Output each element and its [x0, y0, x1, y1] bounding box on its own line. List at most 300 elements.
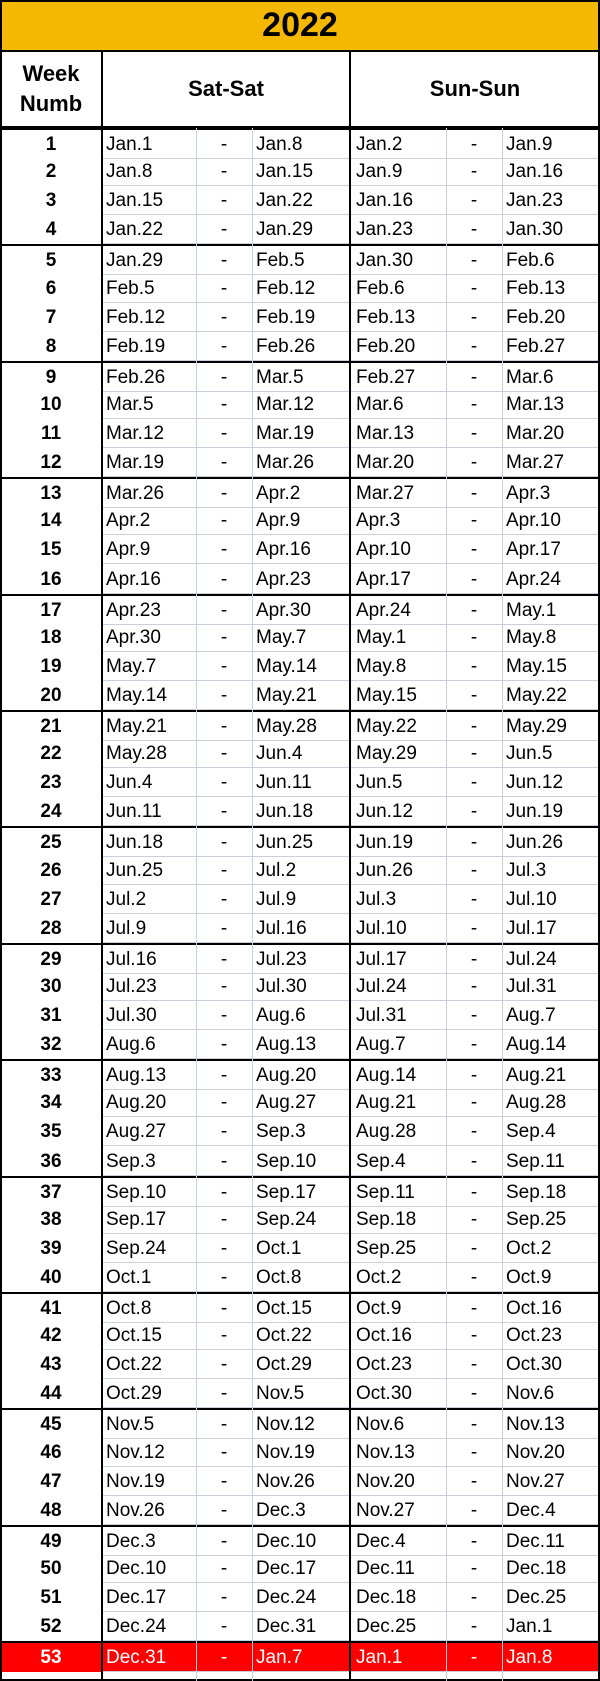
sun-end-cell: May.22: [506, 685, 567, 706]
sun-start-cell: Apr.17: [356, 569, 411, 590]
sun-dash-cell: -: [470, 423, 478, 444]
table-row: [0, 943, 600, 974]
sat-dash-cell: -: [220, 1065, 228, 1086]
sun-end-cell: Jul.10: [506, 889, 557, 910]
table-row: [0, 1292, 600, 1323]
sun-end-cell: Aug.14: [506, 1034, 567, 1055]
sun-dash-cell: -: [470, 832, 478, 853]
sat-dash-cell: -: [220, 1383, 228, 1404]
week-number-cell: 32: [40, 1034, 62, 1055]
sun-start-cell: Jul.24: [356, 976, 407, 997]
sat-end-cell: Dec.31: [256, 1616, 317, 1637]
row-gridline: [102, 1671, 600, 1672]
sat-end-cell: Nov.5: [256, 1383, 305, 1404]
sat-dash-cell: -: [220, 190, 228, 211]
sun-dash-cell: -: [470, 627, 478, 648]
column-gridline: [502, 128, 503, 1681]
sun-end-cell: Jun.26: [506, 832, 564, 853]
table-row: [0, 332, 600, 361]
sat-start-cell: Feb.12: [106, 307, 166, 328]
sat-end-cell: Oct.29: [256, 1354, 312, 1375]
sat-end-cell: Jun.4: [256, 743, 303, 764]
week-number-cell: 37: [40, 1182, 62, 1203]
sun-start-cell: Nov.20: [356, 1471, 415, 1492]
sat-dash-cell: -: [220, 976, 228, 997]
sat-end-cell: Feb.5: [256, 250, 305, 271]
week-number-cell: 9: [45, 367, 57, 388]
week-number-cell: 53: [40, 1647, 62, 1668]
sun-dash-cell: -: [470, 219, 478, 240]
divider-sat-sun: [349, 52, 351, 1681]
sun-start-cell: Jul.10: [356, 918, 407, 939]
table-row: [0, 739, 600, 768]
sun-end-cell: Nov.13: [506, 1414, 565, 1435]
sun-start-cell: Oct.30: [356, 1383, 412, 1404]
sat-end-cell: Jul.9: [256, 889, 297, 910]
sun-start-cell: Jul.3: [356, 889, 397, 910]
sun-start-cell: Jun.5: [356, 772, 403, 793]
sun-dash-cell: -: [470, 1209, 478, 1230]
sun-dash-cell: -: [470, 918, 478, 939]
sun-dash-cell: -: [470, 250, 478, 271]
sat-end-cell: Sep.24: [256, 1209, 317, 1230]
sat-start-cell: May.28: [106, 743, 167, 764]
week-number-header: [0, 52, 102, 126]
sun-end-cell: Oct.23: [506, 1325, 562, 1346]
week-number-cell: 38: [40, 1209, 62, 1230]
sun-end-cell: Jul.31: [506, 976, 557, 997]
sun-dash-cell: -: [470, 1151, 478, 1172]
sun-end-cell: Sep.25: [506, 1209, 567, 1230]
table-row: [0, 1176, 600, 1207]
table-row: [0, 1205, 600, 1234]
sun-end-cell: Sep.18: [506, 1182, 567, 1203]
sat-start-cell: May.21: [106, 716, 167, 737]
table-row: [0, 1583, 600, 1612]
sat-dash-cell: -: [220, 1587, 228, 1608]
sun-dash-cell: -: [470, 1182, 478, 1203]
sat-start-cell: Apr.23: [106, 600, 161, 621]
sun-end-cell: Jan.1: [506, 1616, 553, 1637]
sat-end-cell: Jun.18: [256, 801, 314, 822]
sat-dash-cell: -: [220, 1121, 228, 1142]
week-number-cell: 24: [40, 801, 62, 822]
sun-dash-cell: -: [470, 336, 478, 357]
week-number-cell: 31: [40, 1005, 62, 1026]
sun-dash-cell: -: [470, 394, 478, 415]
sun-end-cell: Aug.21: [506, 1065, 567, 1086]
sat-end-cell: Aug.13: [256, 1034, 317, 1055]
sat-start-cell: Jul.9: [106, 918, 147, 939]
table-row: [0, 972, 600, 1001]
sun-dash-cell: -: [470, 1500, 478, 1521]
sat-start-cell: Feb.26: [106, 367, 166, 388]
table-row: [0, 1321, 600, 1350]
week-number-cell: 6: [45, 278, 57, 299]
sat-start-cell: Sep.3: [106, 1151, 156, 1172]
sat-dash-cell: -: [220, 716, 228, 737]
table-row: [0, 1263, 600, 1292]
week-number-cell: 11: [40, 423, 62, 444]
sun-dash-cell: -: [470, 307, 478, 328]
sat-dash-cell: -: [220, 1182, 228, 1203]
sun-start-cell: Oct.16: [356, 1325, 412, 1346]
sat-start-cell: Sep.17: [106, 1209, 167, 1230]
sat-dash-cell: -: [220, 1442, 228, 1463]
column-gridline: [446, 128, 447, 1681]
table-row: [0, 128, 600, 159]
sun-end-cell: Mar.27: [506, 452, 565, 473]
sat-dash-cell: -: [220, 367, 228, 388]
week-number-cell: 23: [40, 772, 62, 793]
sun-end-cell: Mar.6: [506, 367, 554, 388]
sat-end-cell: Mar.26: [256, 452, 315, 473]
table-row: [0, 1554, 600, 1583]
sat-start-cell: Sep.10: [106, 1182, 167, 1203]
sat-dash-cell: -: [220, 656, 228, 677]
week-number-cell: 44: [40, 1383, 62, 1404]
sat-start-cell: Nov.19: [106, 1471, 165, 1492]
sun-dash-cell: -: [470, 1121, 478, 1142]
week-number-cell: 45: [40, 1414, 62, 1435]
table-row: [0, 535, 600, 564]
sat-start-cell: Dec.24: [106, 1616, 167, 1637]
sat-dash-cell: -: [220, 1034, 228, 1055]
sat-start-cell: Apr.2: [106, 510, 151, 531]
sat-start-cell: Oct.22: [106, 1354, 162, 1375]
table-row: [0, 477, 600, 508]
sun-dash-cell: -: [470, 134, 478, 155]
sat-dash-cell: -: [220, 1558, 228, 1579]
sat-end-cell: Dec.24: [256, 1587, 317, 1608]
sat-dash-cell: -: [220, 134, 228, 155]
table-row: [0, 419, 600, 448]
sat-end-cell: Nov.19: [256, 1442, 315, 1463]
week-number-cell: 48: [40, 1500, 62, 1521]
sat-end-cell: Feb.12: [256, 278, 316, 299]
sat-end-cell: Oct.15: [256, 1298, 312, 1319]
table-row: [0, 215, 600, 244]
sun-start-cell: Jul.17: [356, 949, 407, 970]
table-row: [0, 361, 600, 392]
sun-start-cell: Jan.2: [356, 134, 403, 155]
week-number-cell: 21: [40, 716, 62, 737]
sat-dash-cell: -: [220, 278, 228, 299]
week-header-line2: Numb: [19, 91, 83, 116]
sat-dash-cell: -: [220, 772, 228, 793]
sat-end-cell: Dec.3: [256, 1500, 306, 1521]
sat-start-cell: Dec.31: [106, 1647, 167, 1668]
column-gridline: [196, 128, 197, 1681]
sat-dash-cell: -: [220, 452, 228, 473]
sun-end-cell: May.1: [506, 600, 557, 621]
week-number-cell: 46: [40, 1442, 62, 1463]
week-number-cell: 22: [40, 743, 62, 764]
sat-sat-header: Sat-Sat: [188, 76, 264, 101]
table-row: [0, 914, 600, 943]
sun-end-cell: Apr.17: [506, 539, 561, 560]
sat-start-cell: Jul.16: [106, 949, 157, 970]
sun-dash-cell: -: [470, 190, 478, 211]
sun-sun-header: Sun-Sun: [429, 76, 521, 101]
sun-start-cell: Oct.23: [356, 1354, 412, 1375]
table-row: [0, 1612, 600, 1641]
table-row: [0, 797, 600, 826]
sat-dash-cell: -: [220, 483, 228, 504]
sat-dash-cell: -: [220, 1500, 228, 1521]
sun-start-cell: Mar.13: [356, 423, 415, 444]
sun-start-cell: Dec.18: [356, 1587, 417, 1608]
sun-start-cell: Dec.4: [356, 1531, 406, 1552]
table-row: [0, 244, 600, 275]
sat-start-cell: Sep.24: [106, 1238, 167, 1259]
sat-dash-cell: -: [220, 627, 228, 648]
table-row: [0, 1001, 600, 1030]
sat-end-cell: Dec.17: [256, 1558, 317, 1579]
week-number-cell: 3: [45, 190, 57, 211]
sat-end-cell: Jan.29: [256, 219, 314, 240]
table-row: [0, 390, 600, 419]
sun-end-cell: Oct.9: [506, 1267, 552, 1288]
week-number-cell: 7: [45, 307, 57, 328]
week-number-cell: 33: [40, 1065, 62, 1086]
table-row: [0, 1379, 600, 1408]
sun-start-cell: May.29: [356, 743, 417, 764]
table-row: [0, 826, 600, 857]
year-title: 2022: [262, 5, 338, 44]
sun-start-cell: Jul.31: [356, 1005, 407, 1026]
sun-dash-cell: -: [470, 483, 478, 504]
sun-dash-cell: -: [470, 1005, 478, 1026]
week-number-cell: 41: [40, 1298, 62, 1319]
sat-dash-cell: -: [220, 394, 228, 415]
week-number-cell: 2: [45, 161, 57, 182]
table-row: [0, 186, 600, 215]
sat-end-cell: Nov.12: [256, 1414, 315, 1435]
week-number-cell: 35: [40, 1121, 62, 1142]
sat-end-cell: Mar.12: [256, 394, 315, 415]
sat-dash-cell: -: [220, 949, 228, 970]
sat-start-cell: Jan.1: [106, 134, 153, 155]
table-row: [0, 1117, 600, 1146]
sat-start-cell: May.14: [106, 685, 167, 706]
sun-start-cell: May.8: [356, 656, 407, 677]
sat-dash-cell: -: [220, 685, 228, 706]
table-row: [0, 1234, 600, 1263]
sun-start-cell: Jan.1: [356, 1647, 403, 1668]
sat-start-cell: Nov.5: [106, 1414, 155, 1435]
sat-dash-cell: -: [220, 1616, 228, 1637]
week-number-cell: 39: [40, 1238, 62, 1259]
sun-dash-cell: -: [470, 600, 478, 621]
sat-start-cell: Aug.27: [106, 1121, 167, 1142]
sat-start-cell: Apr.30: [106, 627, 161, 648]
sun-dash-cell: -: [470, 976, 478, 997]
sat-end-cell: Apr.16: [256, 539, 311, 560]
sat-dash-cell: -: [220, 860, 228, 881]
week-number-cell: 49: [40, 1531, 62, 1552]
sun-dash-cell: -: [470, 1587, 478, 1608]
sun-start-cell: Sep.4: [356, 1151, 406, 1172]
sat-end-cell: Jan.7: [256, 1647, 303, 1668]
sun-dash-cell: -: [470, 161, 478, 182]
sat-dash-cell: -: [220, 889, 228, 910]
sat-end-cell: Oct.8: [256, 1267, 302, 1288]
sun-end-cell: Apr.3: [506, 483, 551, 504]
week-number-cell: 43: [40, 1354, 62, 1375]
sun-dash-cell: -: [470, 1298, 478, 1319]
sun-start-cell: Nov.6: [356, 1414, 405, 1435]
table-row: [0, 274, 600, 303]
sun-start-cell: Jan.23: [356, 219, 414, 240]
sun-start-cell: Jun.26: [356, 860, 414, 881]
sat-end-cell: Jul.16: [256, 918, 307, 939]
sun-dash-cell: -: [470, 1471, 478, 1492]
sat-start-cell: Jan.29: [106, 250, 164, 271]
week-number-cell: 16: [40, 569, 62, 590]
sat-start-cell: Dec.10: [106, 1558, 167, 1579]
sat-start-cell: Jan.22: [106, 219, 164, 240]
sat-end-cell: Feb.26: [256, 336, 316, 357]
sun-dash-cell: -: [470, 510, 478, 531]
sun-start-cell: Oct.2: [356, 1267, 402, 1288]
table-row: [0, 885, 600, 914]
sun-start-cell: Dec.11: [356, 1558, 415, 1579]
sun-end-cell: Nov.27: [506, 1471, 565, 1492]
table-row: [0, 594, 600, 625]
sat-dash-cell: -: [220, 539, 228, 560]
sat-dash-cell: -: [220, 569, 228, 590]
sun-dash-cell: -: [470, 452, 478, 473]
week-number-cell: 14: [40, 510, 62, 531]
sun-end-cell: Jan.8: [506, 1647, 553, 1668]
week-number-cell: 28: [40, 918, 62, 939]
week-number-cell: 47: [40, 1471, 62, 1492]
sun-end-cell: Jul.24: [506, 949, 557, 970]
sat-start-cell: Apr.16: [106, 569, 161, 590]
sat-start-cell: Jun.25: [106, 860, 164, 881]
sun-dash-cell: -: [470, 1442, 478, 1463]
sun-dash-cell: -: [470, 1238, 478, 1259]
sat-end-cell: Jul.30: [256, 976, 307, 997]
sun-dash-cell: -: [470, 1267, 478, 1288]
sun-end-cell: Dec.11: [506, 1531, 565, 1552]
sun-dash-cell: -: [470, 569, 478, 590]
sat-dash-cell: -: [220, 1354, 228, 1375]
sun-end-cell: May.29: [506, 716, 567, 737]
week-number-cell: 29: [40, 949, 62, 970]
sat-end-cell: Sep.10: [256, 1151, 317, 1172]
sat-start-cell: Jan.8: [106, 161, 153, 182]
sun-end-cell: Feb.20: [506, 307, 566, 328]
table-row: [0, 1408, 600, 1439]
sun-dash-cell: -: [470, 743, 478, 764]
week-number-cell: 20: [40, 685, 62, 706]
sun-start-cell: Jun.12: [356, 801, 414, 822]
sun-start-cell: Feb.20: [356, 336, 416, 357]
week-header-line1: Week: [22, 61, 80, 86]
week-number-cell: 52: [40, 1616, 62, 1637]
sun-dash-cell: -: [470, 367, 478, 388]
sat-end-cell: Mar.5: [256, 367, 304, 388]
sun-start-cell: Jan.30: [356, 250, 414, 271]
sat-start-cell: Dec.3: [106, 1531, 156, 1552]
table-row: [0, 1641, 600, 1672]
sun-start-cell: Feb.27: [356, 367, 416, 388]
week-number-cell: 42: [40, 1325, 62, 1346]
sun-end-cell: Dec.25: [506, 1587, 567, 1608]
table-row: [0, 565, 600, 594]
sat-end-cell: Sep.17: [256, 1182, 317, 1203]
sat-start-cell: Jun.18: [106, 832, 164, 853]
sun-dash-cell: -: [470, 801, 478, 822]
sun-start-cell: Aug.14: [356, 1065, 417, 1086]
sat-start-cell: Mar.12: [106, 423, 165, 444]
sat-end-cell: Aug.27: [256, 1092, 317, 1113]
sun-end-cell: Aug.28: [506, 1092, 567, 1113]
sat-start-cell: Mar.5: [106, 394, 154, 415]
sat-start-cell: Aug.20: [106, 1092, 167, 1113]
header-row: [0, 52, 600, 128]
sun-dash-cell: -: [470, 1558, 478, 1579]
sat-start-cell: May.7: [106, 656, 157, 677]
sat-end-cell: Apr.9: [256, 510, 301, 531]
table-row: [0, 1059, 600, 1090]
sun-start-cell: Mar.20: [356, 452, 415, 473]
sun-dash-cell: -: [470, 1065, 478, 1086]
sun-end-cell: Nov.20: [506, 1442, 565, 1463]
week-number-cell: 40: [40, 1267, 62, 1288]
sun-end-cell: Sep.4: [506, 1121, 556, 1142]
sun-end-cell: Jun.5: [506, 743, 553, 764]
sun-end-cell: Oct.2: [506, 1238, 552, 1259]
table-row: [0, 506, 600, 535]
sun-start-cell: Apr.10: [356, 539, 411, 560]
sun-end-cell: Sep.11: [506, 1151, 565, 1172]
week-number-cell: 10: [40, 394, 62, 415]
sun-start-cell: Mar.6: [356, 394, 404, 415]
sun-dash-cell: -: [470, 716, 478, 737]
sat-start-cell: Aug.6: [106, 1034, 156, 1055]
sat-end-cell: Jul.2: [256, 860, 297, 881]
sat-dash-cell: -: [220, 510, 228, 531]
sat-dash-cell: -: [220, 1238, 228, 1259]
table-row: [0, 1467, 600, 1496]
sat-dash-cell: -: [220, 600, 228, 621]
sun-end-cell: Jul.3: [506, 860, 547, 881]
sat-start-cell: Aug.13: [106, 1065, 167, 1086]
sun-dash-cell: -: [470, 1034, 478, 1055]
week-number-cell: 1: [45, 134, 57, 155]
sat-end-cell: Apr.2: [256, 483, 301, 504]
week-number-cell: 27: [40, 889, 62, 910]
sun-dash-cell: -: [470, 278, 478, 299]
sun-start-cell: Dec.25: [356, 1616, 417, 1637]
sat-dash-cell: -: [220, 1325, 228, 1346]
table-row: [0, 1438, 600, 1467]
week-number-cell: 51: [40, 1587, 62, 1608]
sat-dash-cell: -: [220, 1151, 228, 1172]
row-gridline: [102, 1145, 600, 1146]
sat-dash-cell: -: [220, 1414, 228, 1435]
week-number-cell: 34: [40, 1092, 62, 1113]
table-row: [0, 1496, 600, 1525]
title-bar: [0, 0, 600, 52]
week-number-cell: 5: [45, 250, 57, 271]
sat-dash-cell: -: [220, 219, 228, 240]
sun-dash-cell: -: [470, 1647, 478, 1668]
sat-end-cell: Jun.11: [256, 772, 312, 793]
